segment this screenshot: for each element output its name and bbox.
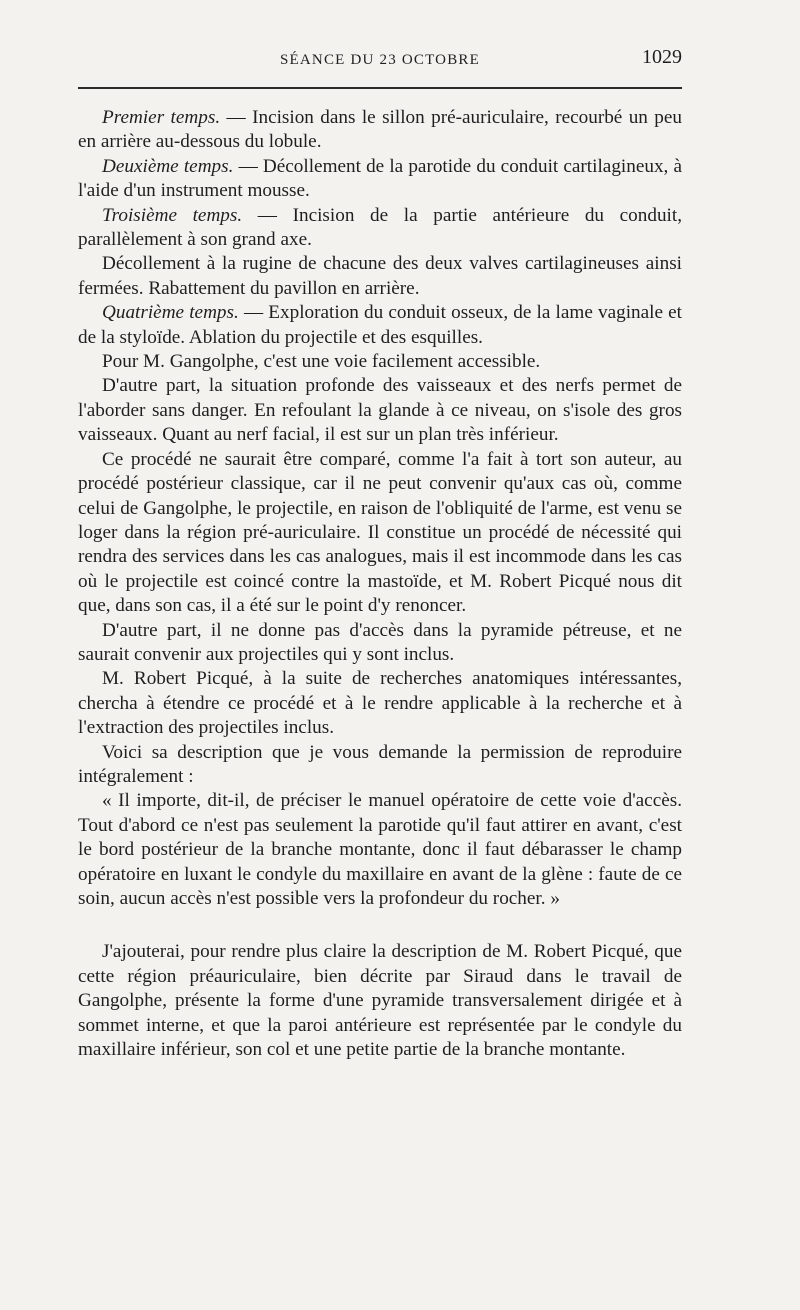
step-label: Troisième temps. [102, 204, 243, 226]
paragraph: Ce procédé ne saurait être comparé, comme l'a fait à tort son auteur, au procédé postérieur classique, car il ne peut convenir qu'aux cas où, comme celui de Gangolphe, le projectile, en raison de l'obliquité de l'arme, est venu se loger dans la région pré-auriculaire. Il constitue un procédé de nécessité qui rendra des services dans les cas analogues, mais il est incommode dans les cas où le projectile est coincé contre la mastoïde, et M. Robert Picqué nous dit que, dans son cas, il a été sur le point d'y renoncer. [78, 448, 682, 617]
step-label: Premier temps. [102, 107, 221, 128]
page-header [78, 46, 682, 76]
paragraph-quatrieme-temps: Quatrième temps. — Exploration du conduit osseux, de la lame vaginale et de la styloïde. Ablation du projectile et des esquilles. [78, 302, 683, 348]
step-label: Quatrième temps. [102, 302, 239, 324]
paragraph: D'autre part, il ne donne pas d'accès dans la pyramide pétreuse, et ne saurait convenir aux projectiles qui y sont inclus. [78, 619, 682, 665]
paragraph: D'autre part, la situation profonde des vaisseaux et des nerfs permet de l'aborder sans danger. En refoulant la glande à ce niveau, on s'isole des gros vaisseaux. Quant au nerf facial, il est sur un plan très inférieur. [78, 375, 682, 446]
paragraph-deuxieme-temps: Deuxième temps. — Décollement de la parotide du conduit cartilagineux, à l'aide d'un instrument mousse. [78, 155, 683, 202]
paragraph: J'ajouterai, pour rendre plus claire la description de M. Robert Picqué, que cette région préauriculaire, bien décrite par Siraud dans le travail de Gangolphe, présente la forme d'une pyramide transversalement dirigée et à sommet interne, et que la paroi antérieure est représentée par le condyle du maxillaire inférieur, son col et une petite partie de la branche montante. [78, 941, 682, 1061]
body-text [78, 106, 682, 1062]
page-number: 1029 [642, 46, 682, 68]
paragraph: M. Robert Picqué, à la suite de recherches anatomiques intéressantes, chercha à étendre ce procédé et à le rendre applicable à la recherche et à l'extraction des projectiles inclus. [78, 668, 682, 739]
quotation-paragraph: « Il importe, dit-il, de préciser le manuel opératoire de cette voie d'accès. Tout d'abord ce n'est pas seulement la parotide qu'il faut attirer en avant, c'est le bord postérieur de la branche montante, donc il faut débarasser le champ opératoire en luxant le condyle du maxillaire en avant de la glène : faute de ce soin, aucun accès n'est possible vers la profondeur du rocher. » [78, 790, 682, 909]
step-label: Deuxième temps. [102, 155, 234, 177]
paragraph-troisieme-temps: Troisième temps. — Incision de la partie antérieure du conduit, parallèlement à son grand axe. [78, 204, 683, 251]
paragraph: Pour M. Gangolphe, c'est une voie facilement accessible. [102, 351, 541, 373]
header-rule [78, 87, 682, 89]
paragraph: Voici sa description que je vous demande la permission de reproduire intégralement : [78, 741, 682, 787]
paragraph-premier-temps: Premier temps. — Incision dans le sillon pré-auriculaire, recourbé un peu en arrière au-dessous du lobule. [78, 107, 682, 153]
paragraph-decollement: Décollement à la rugine de chacune des deux valves cartilagineuses ainsi fermées. Rabattement du pavillon en arrière. [78, 253, 682, 299]
running-title: SÉANCE DU 23 OCTOBRE [280, 52, 480, 68]
